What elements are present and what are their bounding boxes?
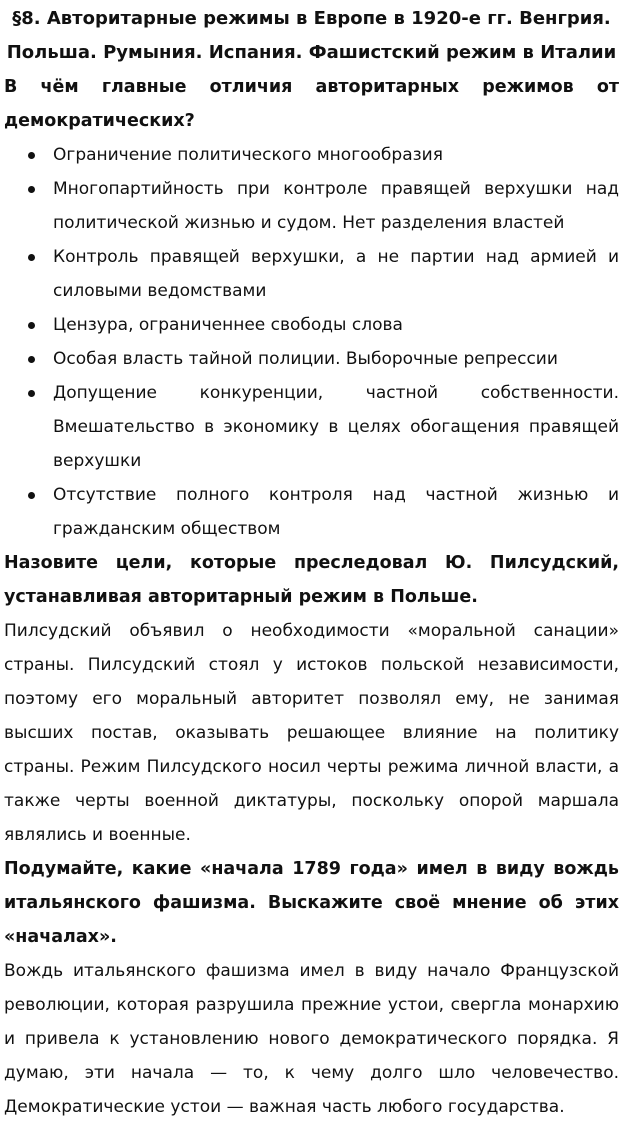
question-2: Назовите цели, которые преследовал Ю. Пилсудский, устанавливая авторитарный режим в Польше. xyxy=(4,553,619,607)
page-title xyxy=(4,2,619,70)
list-item-text: Контроль правящей верхушки, а не партии над армией и силовыми ведомствами xyxy=(53,247,619,301)
list-item xyxy=(4,376,619,478)
list-item xyxy=(4,172,619,240)
list-item xyxy=(4,138,619,172)
question-block-3 xyxy=(4,852,619,1124)
list-item-text: Допущение конкуренции, частной собственности. Вмешательство в экономику в целях обогащения правящей верхушки xyxy=(53,383,619,471)
list-item-text: Особая власть тайной полиции. Выборочные репрессии xyxy=(53,349,558,369)
title-line-2: Польша. Румыния. Испания. Фашистский режим в Италии xyxy=(6,42,617,63)
list-item xyxy=(4,478,619,546)
question-block-2 xyxy=(4,546,619,852)
bullet-dot-icon xyxy=(28,322,35,329)
title-line-1: §8. Авторитарные режимы в Европе в 1920-е гг. Венгрия. xyxy=(12,8,611,29)
answer-3: Вождь итальянского фашизма имел в виду начало Французской революции, которая разрушила прежние устои, свергла монархию и привела к установлению нового демократического порядка. Я думаю, эти начала — то, к чему долго шло человечество. Демократические устои — важная часть любого государства. xyxy=(4,961,619,1117)
list-item-text: Цензура, ограниченнее свободы слова xyxy=(53,315,403,335)
question-1: В чём главные отличия авторитарных режимов от демократических? xyxy=(4,77,619,131)
list-item xyxy=(4,240,619,308)
list-item-text: Многопартийность при контроле правящей верхушки над политической жизнью и судом. Нет разделения властей xyxy=(53,179,619,233)
bullet-dot-icon xyxy=(28,186,35,193)
bullet-dot-icon xyxy=(28,390,35,397)
bullet-dot-icon xyxy=(28,492,35,499)
list-item xyxy=(4,308,619,342)
question-3: Подумайте, какие «начала 1789 года» имел в виду вождь итальянского фашизма. Выскажите своё мнение об этих «началах». xyxy=(4,859,619,947)
list-item-text: Отсутствие полного контроля над частной жизнью и гражданским обществом xyxy=(53,485,619,539)
bullet-list xyxy=(4,138,619,546)
bullet-dot-icon xyxy=(28,254,35,261)
bullet-dot-icon xyxy=(28,356,35,363)
list-item-text: Ограничение политического многообразия xyxy=(53,145,443,165)
question-block-1 xyxy=(4,70,619,546)
list-item xyxy=(4,342,619,376)
bullet-dot-icon xyxy=(28,152,35,159)
answer-2: Пилсудский объявил о необходимости «моральной санации» страны. Пилсудский стоял у истоков польской независимости, поэтому его моральный авторитет позволял ему, не занимая высших постав, оказывать решающее влияние на политику страны. Режим Пилсудского носил черты режима личной власти, а также черты военной диктатуры, поскольку опорой маршала являлись и военные. xyxy=(4,621,619,845)
